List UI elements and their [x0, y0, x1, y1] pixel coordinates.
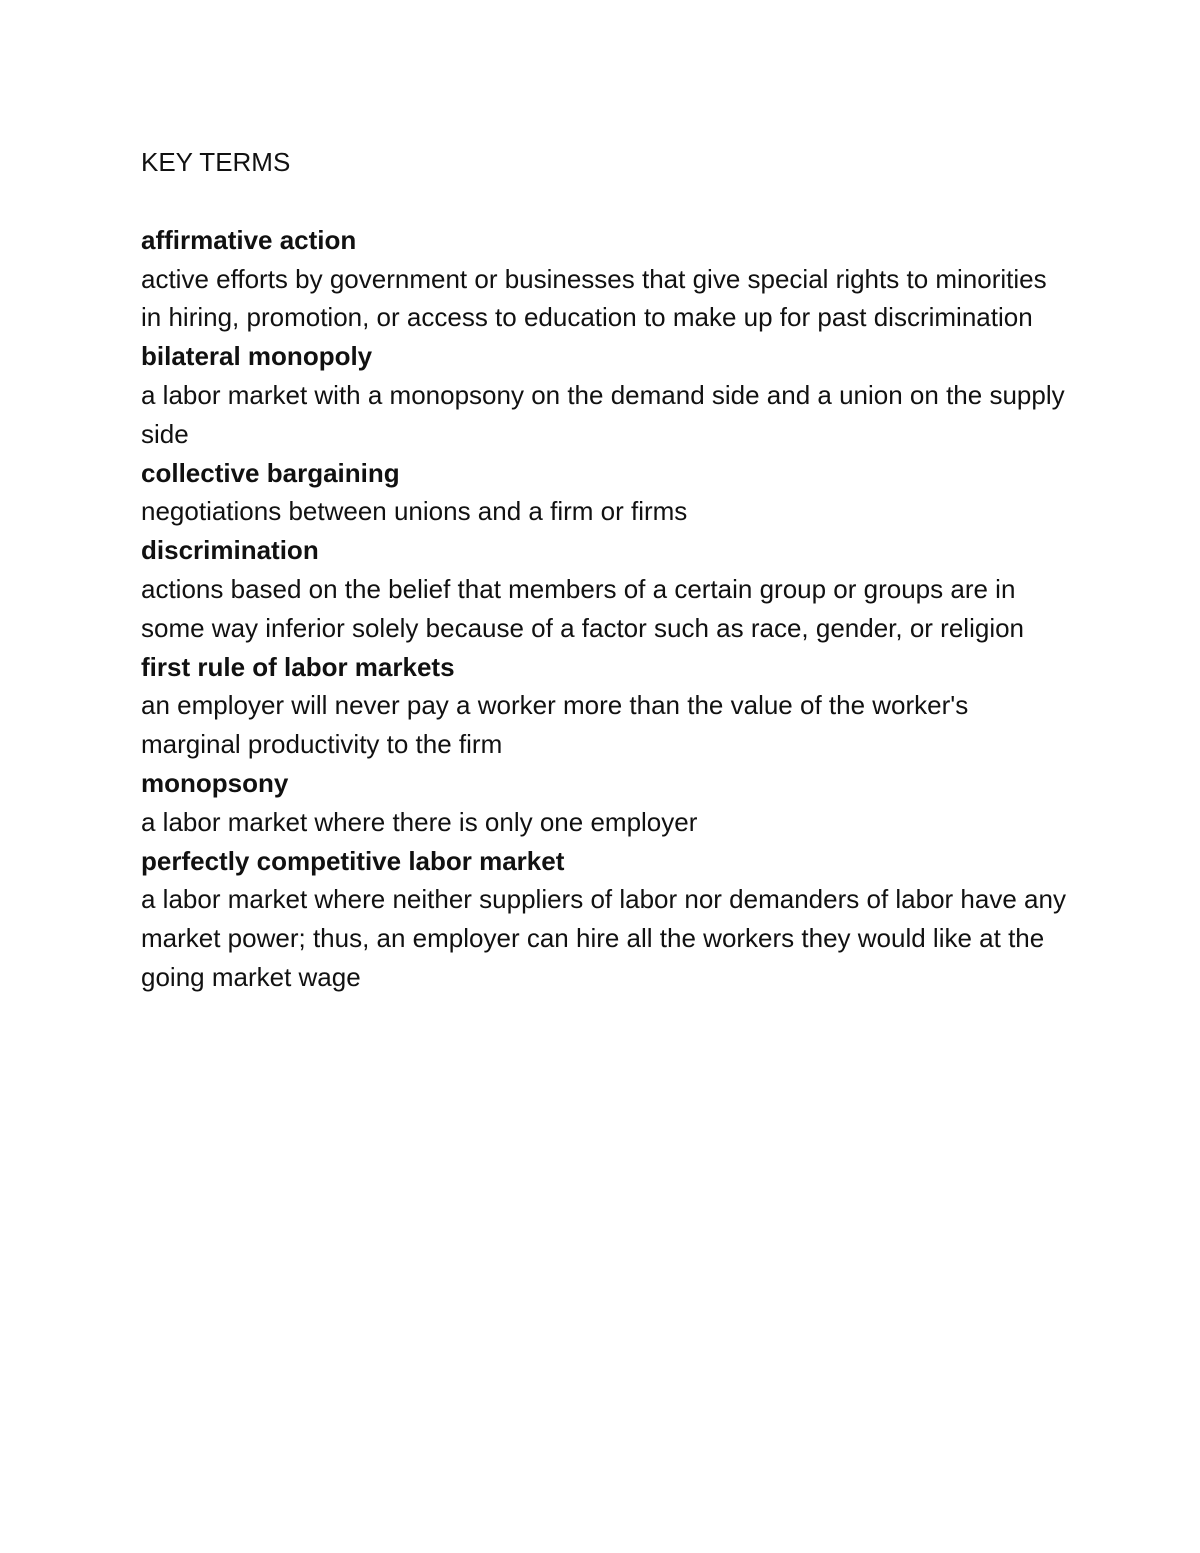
term-definition: active efforts by government or businesses that give special rights to minorities in hiring, promotion, or access to education to make up for past discrimination	[141, 263, 1047, 333]
term-title: first rule of labor markets	[141, 651, 455, 682]
glossary-entry	[141, 764, 1071, 842]
glossary-entry	[141, 648, 1071, 764]
term-title: affirmative action	[141, 224, 357, 255]
term-definition: a labor market with a monopsony on the demand side and a union on the supply side	[141, 379, 1065, 449]
glossary-entry	[141, 454, 1071, 532]
glossary-entry	[141, 531, 1071, 647]
glossary-entry	[141, 337, 1071, 453]
glossary-entry	[141, 842, 1071, 997]
term-definition: an employer will never pay a worker more than the value of the worker's marginal productivity to the firm	[141, 690, 969, 760]
glossary-entry	[141, 221, 1071, 337]
term-title: monopsony	[141, 767, 289, 798]
term-title: collective bargaining	[141, 457, 400, 488]
term-title: bilateral monopoly	[141, 341, 373, 372]
document-content	[141, 143, 1071, 997]
term-definition: a labor market where neither suppliers of labor nor demanders of labor have any market power; thus, an employer can hire all the workers they would like at the going market wage	[141, 884, 1066, 992]
term-definition: actions based on the belief that members of a certain group or groups are in some way inferior solely because of a factor such as race, gender, or religion	[141, 573, 1025, 643]
term-title: perfectly competitive labor market	[141, 845, 565, 876]
term-definition: negotiations between unions and a firm or firms	[141, 496, 688, 527]
term-definition: a labor market where there is only one employer	[141, 806, 698, 837]
term-title: discrimination	[141, 535, 319, 566]
page-title: KEY TERMS	[141, 147, 291, 177]
